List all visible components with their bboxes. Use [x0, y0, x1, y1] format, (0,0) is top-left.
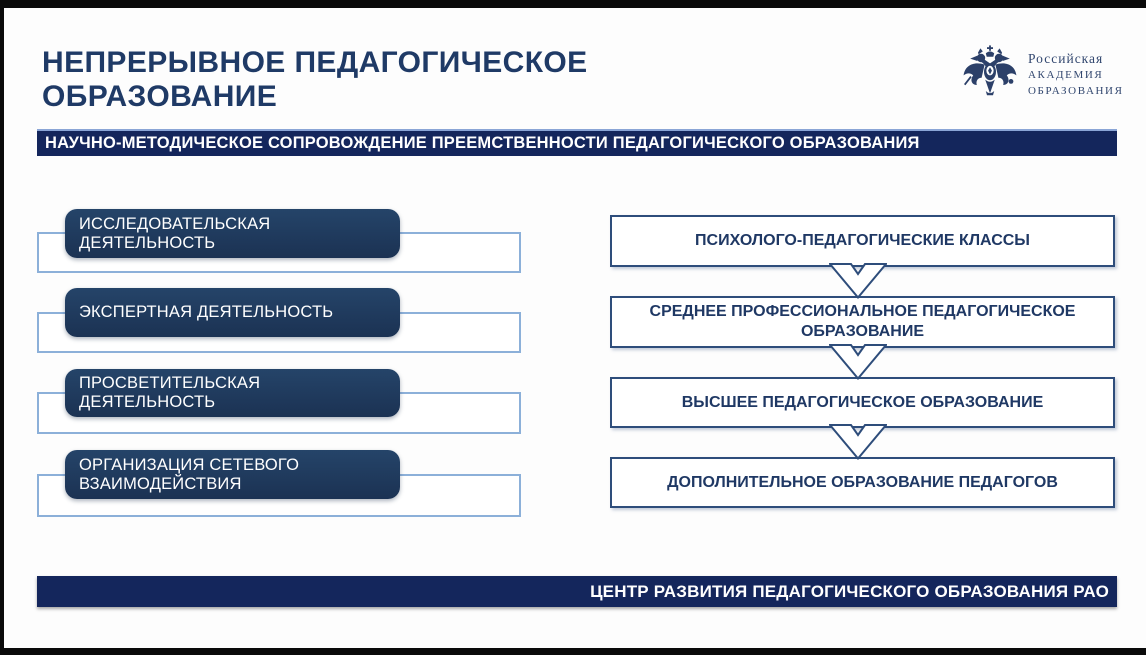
slide-title: НЕПРЕРЫВНОЕ ПЕДАГОГИЧЕСКОЕ ОБРАЗОВАНИЕ — [42, 46, 588, 113]
stage-label: ПСИХОЛОГО-ПЕДАГОГИЧЕСКИЕ КЛАССЫ — [695, 232, 1030, 249]
stage-label: СРЕДНЕЕ ПРОФЕССИОНАЛЬНОЕ ПЕДАГОГИЧЕСКОЕ ОБРАЗОВАНИЕ — [649, 303, 1076, 340]
section-banner-label: НАУЧНО-МЕТОДИЧЕСКОЕ СОПРОВОЖДЕНИЕ ПРЕЕМСТВЕННОСТИ ПЕДАГОГИЧЕСКОГО ОБРАЗОВАНИЯ — [45, 134, 920, 152]
activity-card-research — [65, 209, 400, 258]
letterbox-top — [0, 0, 1146, 8]
stage-label: ДОПОЛНИТЕЛЬНОЕ ОБРАЗОВАНИЕ ПЕДАГОГОВ — [667, 473, 1058, 491]
logo-line-2: АКАДЕМИЯ — [1028, 69, 1104, 81]
logo-line-3: ОБРАЗОВАНИЯ — [1028, 85, 1124, 97]
stage-box-secondary-prof — [610, 296, 1115, 348]
activity-label: ПРОСВЕТИТЕЛЬСКАЯ ДЕЯТЕЛЬНОСТЬ — [79, 374, 261, 411]
footer-banner — [37, 576, 1117, 607]
section-banner — [37, 129, 1117, 156]
letterbox-bottom — [0, 648, 1146, 655]
activity-label: ОРГАНИЗАЦИЯ СЕТЕВОГО ВЗАИМОДЕЙСТВИЯ — [79, 455, 300, 493]
double-headed-eagle-icon — [960, 45, 1020, 106]
stage-box-psych-ped-classes — [610, 215, 1115, 267]
activity-label: ИССЛЕДОВАТЕЛЬСКАЯ ДЕЯТЕЛЬНОСТЬ — [79, 214, 271, 252]
activity-card-enlightenment — [65, 369, 400, 417]
rao-logo-text — [1028, 51, 1124, 99]
letterbox-left — [0, 0, 4, 655]
activity-card-expert — [65, 288, 400, 337]
stage-box-higher-ped — [610, 377, 1115, 428]
down-arrow-icon — [829, 263, 887, 299]
rao-logo — [960, 44, 1136, 106]
stage-label: ВЫСШЕЕ ПЕДАГОГИЧЕСКОЕ ОБРАЗОВАНИЕ — [681, 393, 1044, 411]
down-arrow-icon — [829, 424, 887, 460]
stage-box-additional-edu — [610, 457, 1115, 508]
activity-card-network — [65, 450, 400, 499]
logo-line-1: Российская — [1028, 51, 1104, 66]
down-arrow-icon — [829, 344, 887, 380]
activity-label: ЭКСПЕРТНАЯ ДЕЯТЕЛЬНОСТЬ — [79, 303, 334, 322]
footer-banner-label: ЦЕНТР РАЗВИТИЯ ПЕДАГОГИЧЕСКОГО ОБРАЗОВАНИЯ РАО — [590, 581, 1109, 601]
